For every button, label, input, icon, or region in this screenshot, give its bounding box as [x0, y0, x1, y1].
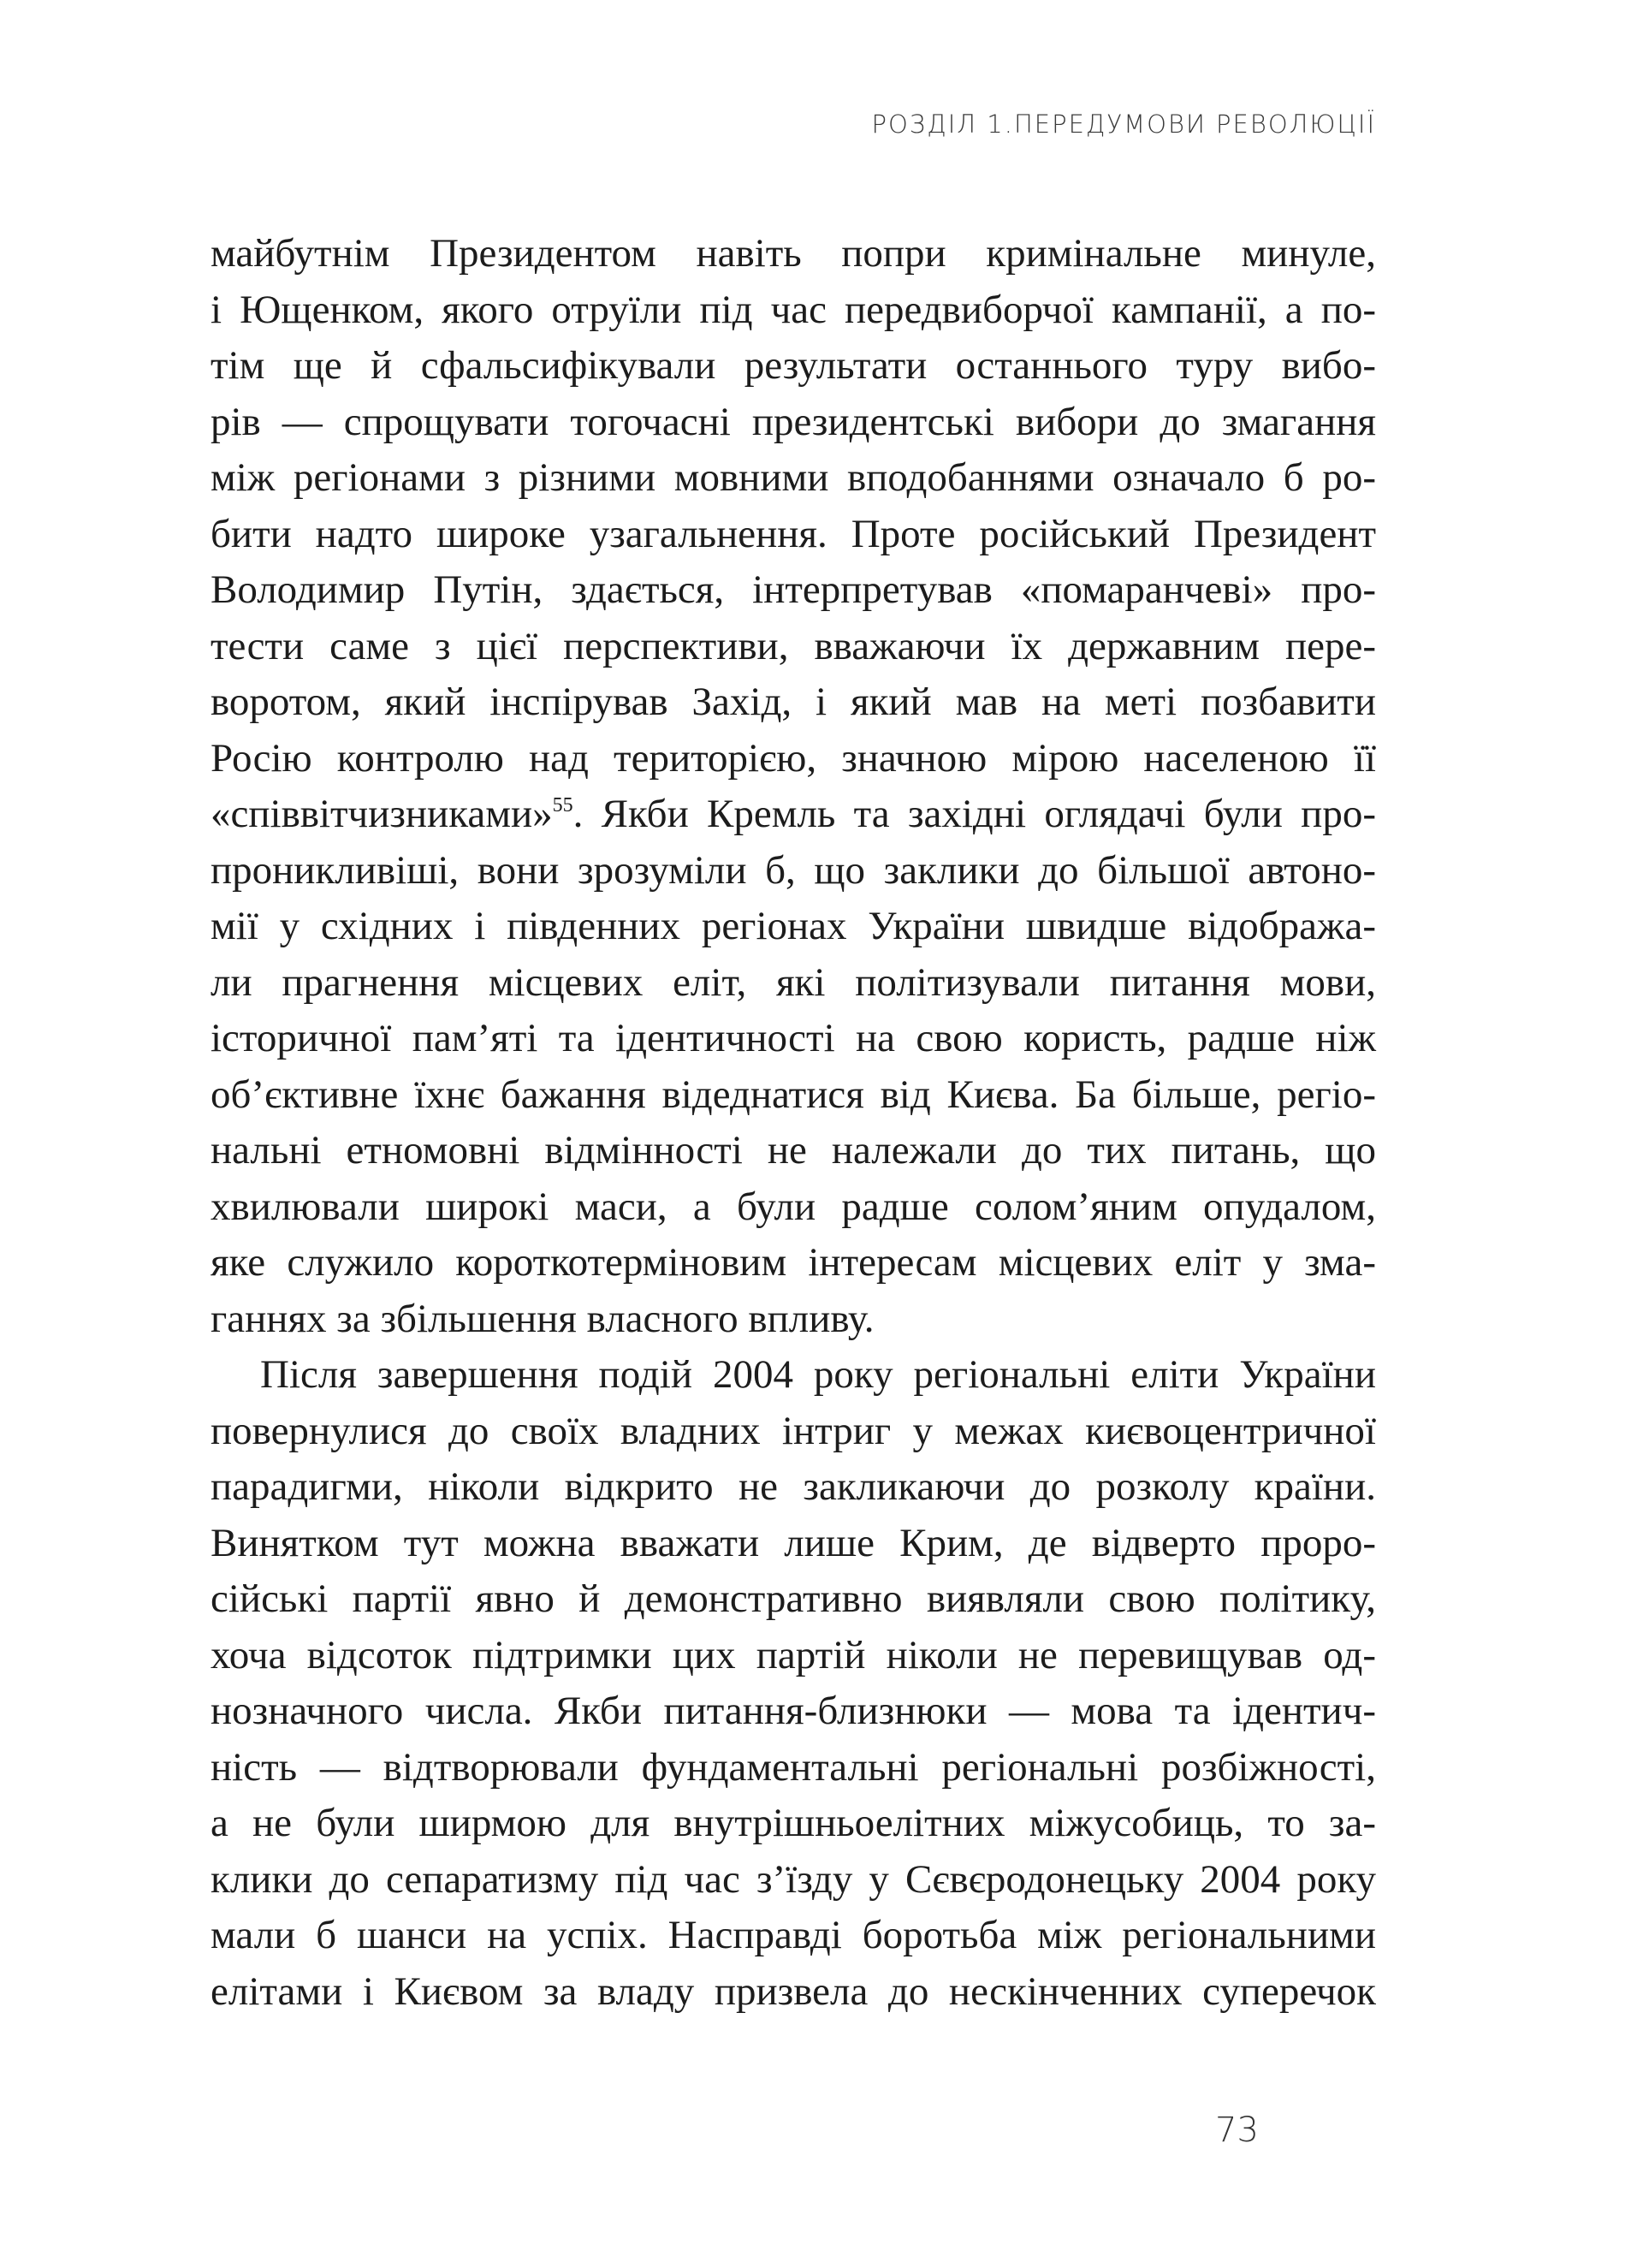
text-line: тім ще й сфальсифікували результати останнього туру вибо-: [211, 343, 1376, 388]
text-line: повернулися до своїх владних інтриг у межах києвоцентричної: [211, 1408, 1376, 1453]
text-line: мії у східних і південних регіонах України швидше відобража-: [211, 904, 1376, 948]
text-line: хоча відсоток підтримки цих партій ніколи не перевищував од-: [211, 1632, 1376, 1677]
text-line: елітами і Києвом за владу призвела до нескінченних суперечок: [211, 1968, 1376, 2014]
text-line: а не були ширмою для внутрішньоелітних міжусобиць, то за-: [211, 1801, 1376, 1845]
page-number: 73: [1215, 2111, 1259, 2150]
footnote-reference[interactable]: 55: [552, 794, 573, 816]
text-line: і Ющенком, якого отруїли під час передвиборчої кампанії, а по-: [211, 287, 1376, 332]
text-line: між регіонами з різними мовними вподобаннями означало б ро-: [211, 455, 1376, 500]
text-line: воротом, який інспірував Захід, і який мав на меті позбавити: [211, 680, 1376, 724]
text-line: хвилювали широкі маси, а були радше солом’яним опудалом,: [211, 1184, 1376, 1229]
text-line: ганнях за збільшення власного впливу.: [211, 1296, 875, 1341]
text-line: Росію контролю над територією, значною мірою населеною її: [211, 735, 1376, 781]
text-line: Після завершення подій 2004 року регіональні еліти України: [260, 1352, 1376, 1397]
text-line: яке служило короткотерміновим інтересам місцевих еліт у зма-: [211, 1240, 1376, 1285]
text-line: бити надто широке узагальнення. Проте російський Президент: [211, 511, 1376, 556]
text-line: майбутнім Президентом навіть попри кримінальне минуле,: [211, 231, 1376, 276]
text-line: нальні етномовні відмінності не належали до тих питань, що: [211, 1128, 1376, 1173]
text-line: парадигми, ніколи відкрито не закликаючи до розколу країни.: [211, 1464, 1376, 1509]
text-line: мали б шанси на успіх. Насправді боротьба між регіональними: [211, 1913, 1376, 1957]
text-line: Володимир Путін, здається, інтерпретував «помаранчеві» про-: [211, 567, 1376, 612]
text-line: рів — спрощувати тогочасні президентські вибори до змагання: [211, 399, 1376, 444]
text-line: тести саме з цієї перспективи, вважаючи їх державним пере-: [211, 623, 1376, 668]
text-line: історичної пам’яті та ідентичності на свою користь, радше ніж: [211, 1016, 1376, 1060]
text-line: ність — відтворювали фундаментальні регіональні розбіжності,: [211, 1744, 1376, 1790]
body-text: [211, 226, 1376, 2020]
text-line: ли прагнення місцевих еліт, які політизували питання мови,: [211, 959, 1376, 1005]
running-header: РОЗДІЛ 1.ПЕРЕДУМОВИ РЕВОЛЮЦІЇ: [871, 110, 1376, 139]
text-line: об’єктивне їхнє бажання відеднатися від Києва. Ба більше, регіо-: [211, 1072, 1376, 1117]
text-span: . Якби Кремль та західні оглядачі були про-: [572, 792, 1376, 836]
text-line: проникливіші, вони зрозуміли б, що заклики до більшої автоно-: [211, 847, 1376, 893]
text-line: нозначного числа. Якби питання-близнюки — мова та ідентич-: [211, 1689, 1376, 1733]
text-span: «співвітчизниками»: [211, 792, 553, 836]
text-line: [211, 787, 1376, 843]
text-line: Винятком тут можна вважати лише Крим, де відверто проро-: [211, 1520, 1376, 1565]
text-line: сійські партії явно й демонстративно виявляли свою політику,: [211, 1576, 1376, 1621]
text-line: клики до сепаратизму під час з’їзду у Сєвєродонецьку 2004 року: [211, 1856, 1376, 1902]
